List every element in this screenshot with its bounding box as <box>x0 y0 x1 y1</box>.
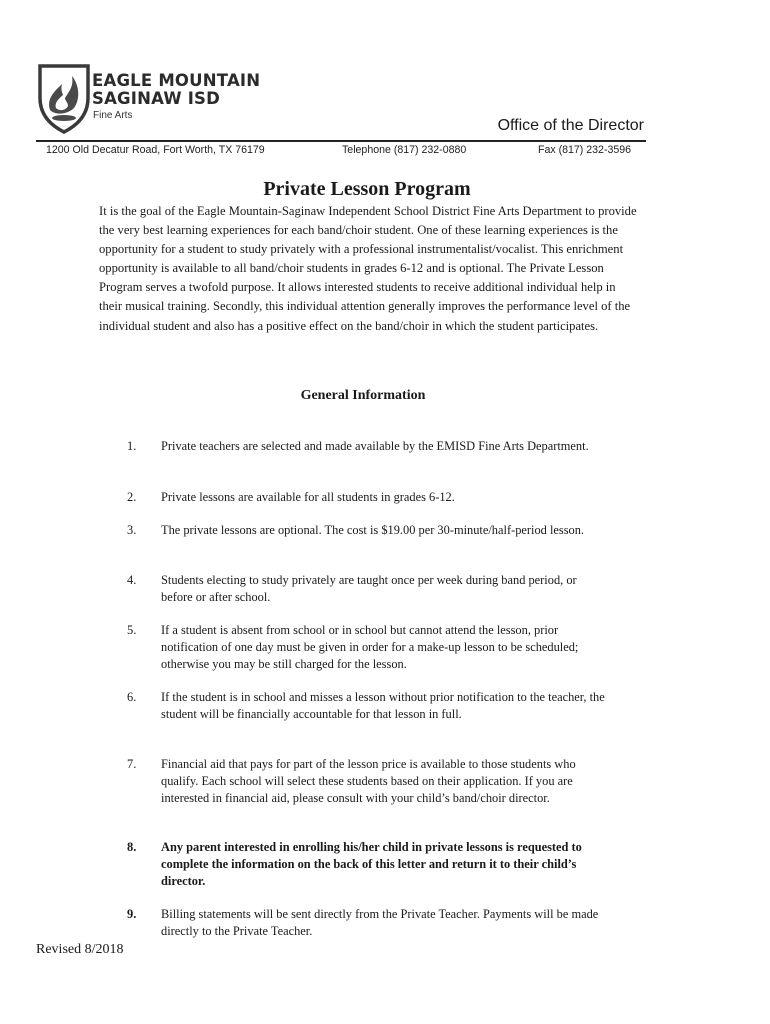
org-name <box>92 72 260 108</box>
list-item-number: 8. <box>127 840 137 854</box>
list-item-text: Any parent interested in enrolling his/her child in private lessons is requested to complete the information on the back of this letter and return it to their child’s director. <box>161 840 582 888</box>
header-divider <box>36 140 646 142</box>
org-name-line2: SAGINAW ISD <box>92 89 221 108</box>
revision-date: Revised 8/2018 <box>36 942 124 957</box>
general-information-heading: General Information <box>300 388 426 403</box>
list-item-number: 7. <box>127 757 137 771</box>
telephone: Telephone (817) 232-0880 <box>342 144 467 156</box>
document-title: Private Lesson Program <box>263 178 471 200</box>
list-item-text: Billing statements will be sent directly from the Private Teacher. Payments will be made directly to the Private Teacher. <box>161 907 599 938</box>
list-item-number: 1. <box>127 439 137 453</box>
address: 1200 Old Decatur Road, Fort Worth, TX 76179 <box>46 144 265 156</box>
flame-shield-icon <box>34 62 94 134</box>
list-item-number: 9. <box>127 907 137 921</box>
list-item-text: Students electing to study privately are taught once per week during band period, or before or after school. <box>161 573 577 604</box>
office-title: Office of the Director <box>497 117 644 134</box>
intro-paragraph: It is the goal of the Eagle Mountain-Saginaw Independent School District Fine Arts Department to provide the very best learning experiences for each band/choir student. One of these learning experiences is the opportunity for a student to study privately with a professional instrumentalist/vocalist. This enrichment opportunity is available to all band/choir students in grades 6-12 and is optional. The Private Lesson Program serves a twofold purpose. It allows interested students to receive additional individual help in their musical training. Secondly, this individual attention generally improves the performance level of the individual student and also has a positive effect on the band/choir in which the student participates. <box>99 204 637 333</box>
list-item-text: The private lessons are optional. The cost is $19.00 per 30-minute/half-period lesson. <box>161 523 585 537</box>
list-item-text: Financial aid that pays for part of the lesson price is available to those students who qualify. Each school will select these students based on their application. If you are interested in financial aid, please consult with your child’s band/choir director. <box>161 757 576 805</box>
list-item-text: Private lessons are available for all students in grades 6-12. <box>161 490 455 504</box>
fax: Fax (817) 232-3596 <box>538 144 632 156</box>
list-item-number: 3. <box>127 523 137 537</box>
list-item-number: 5. <box>127 623 137 637</box>
list-item-text: Private teachers are selected and made available by the EMISD Fine Arts Department. <box>161 439 589 453</box>
list-item-number: 6. <box>127 690 137 704</box>
list-item-text: If a student is absent from school or in school but cannot attend the lesson, prior notification of one day must be given in order for a make-up lesson to be scheduled; otherwise you may be still charged for the lesson. <box>161 623 579 671</box>
list-item-number: 2. <box>127 490 137 504</box>
org-name-line1: EAGLE MOUNTAIN <box>92 71 261 90</box>
list-item-text: If the student is in school and misses a lesson without prior notification to the teacher, the student will be financially accountable for that lesson in full. <box>161 690 605 721</box>
org-subtitle: Fine Arts <box>93 110 133 121</box>
list-item-number: 4. <box>127 573 137 587</box>
